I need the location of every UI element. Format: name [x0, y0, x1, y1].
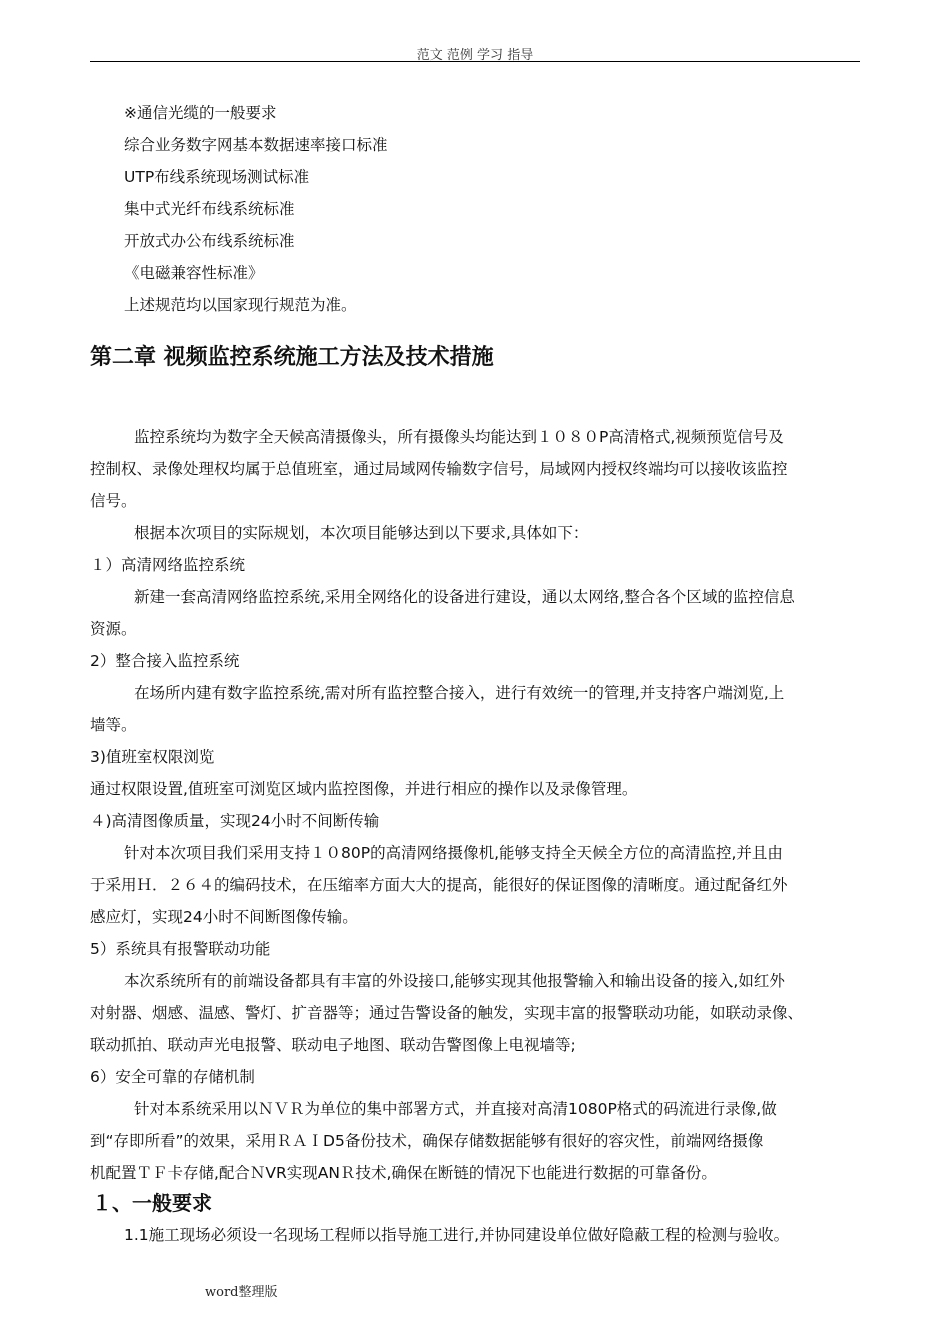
item-title: 2）整合接入监控系统: [90, 652, 240, 670]
paragraph-line: 控制权、录像处理权均属于总值班室，通过局域网传输数字信号，局域网内授权终端均可以接收该监控: [90, 460, 788, 478]
paragraph-line: 于采用Ｈ．２６４的编码技术，在压缩率方面大大的提高，能很好的保证图像的清晰度。通过配备红外: [90, 876, 788, 894]
paragraph-line: 新建一套高清网络监控系统,采用全网络化的设备进行建设，通以太网络,整合各个区域的监控信息: [134, 588, 795, 606]
paragraph-line: 资源。: [90, 620, 137, 638]
item-title: 5）系统具有报警联动功能: [90, 940, 271, 958]
standard-item: 《电磁兼容性标准》: [124, 264, 264, 282]
paragraph-line: 针对本系统采用以ＮＶＲ为单位的集中部署方式，并直接对高清1080P格式的码流进行录像,做: [134, 1100, 777, 1118]
header-rule: [90, 61, 860, 62]
paragraph-line: 感应灯，实现24小时不间断图像传输。: [90, 908, 358, 926]
standard-item: ※通信光缆的一般要求: [124, 104, 277, 122]
paragraph-line: 监控系统均为数字全天候高清摄像头，所有摄像头均能达到１０８０P高清格式,视频预览信号及: [134, 428, 784, 446]
item-title: 3)值班室权限浏览: [90, 748, 215, 766]
standard-item: 综合业务数字网基本数据速率接口标准: [124, 136, 388, 154]
paragraph-line: 通过权限设置,值班室可浏览区域内监控图像，并进行相应的操作以及录像管理。: [90, 780, 638, 798]
page-footer: word整理版: [205, 1285, 278, 1300]
paragraph-line: 墙等。: [90, 716, 137, 734]
paragraph-line: 联动抓拍、联动声光电报警、联动电子地图、联动告警图像上电视墙等;: [90, 1036, 576, 1054]
paragraph-line: 对射器、烟感、温感、警灯、扩音器等；通过告警设备的触发，实现丰富的报警联动功能，如联动录像、: [90, 1004, 804, 1022]
item-title: ４)高清图像质量，实现24小时不间断传输: [90, 812, 380, 830]
paragraph-line: 信号。: [90, 492, 137, 510]
page-header: 范文 范例 学习 指导: [416, 48, 534, 63]
paragraph-line: 到“存即所看”的效果，采用ＲＡＩD5备份技术，确保存储数据能够有很好的容灾性，前端网络摄像: [90, 1132, 764, 1150]
paragraph-line: 根据本次项目的实际规划，本次项目能够达到以下要求,具体如下：: [134, 524, 589, 542]
standard-item: 上述规范均以国家现行规范为准。: [124, 296, 357, 314]
paragraph-line: 本次系统所有的前端设备都具有丰富的外设接口,能够实现其他报警输入和输出设备的接入,如红外: [124, 972, 785, 990]
item-title: 6）安全可靠的存储机制: [90, 1068, 255, 1086]
paragraph-line: 机配置ＴＦ卡存储,配合ＮVR实现ANＲ技术,确保在断链的情况下也能进行数据的可靠备份。: [90, 1164, 717, 1182]
standard-item: 集中式光纤布线系统标准: [124, 200, 295, 218]
paragraph-line: 针对本次项目我们采用支持１０80P的高清网络摄像机,能够支持全天候全方位的高清监控,并且由: [124, 844, 783, 862]
standard-item: UTP布线系统现场测试标准: [124, 168, 310, 186]
paragraph-line: 在场所内建有数字监控系统,需对所有监控整合接入，进行有效统一的管理,并支持客户端浏览,上: [134, 684, 785, 702]
item-title: １）高清网络监控系统: [90, 556, 246, 574]
clause-1-1: 1.1施工现场必须设一名现场工程师以指导施工进行,并协同建设单位做好隐蔽工程的检测与验收。: [124, 1226, 790, 1244]
section-title: １、一般要求: [92, 1191, 212, 1215]
chapter-title: 第二章 视频监控系统施工方法及技术措施: [90, 345, 494, 370]
standard-item: 开放式办公布线系统标准: [124, 232, 295, 250]
